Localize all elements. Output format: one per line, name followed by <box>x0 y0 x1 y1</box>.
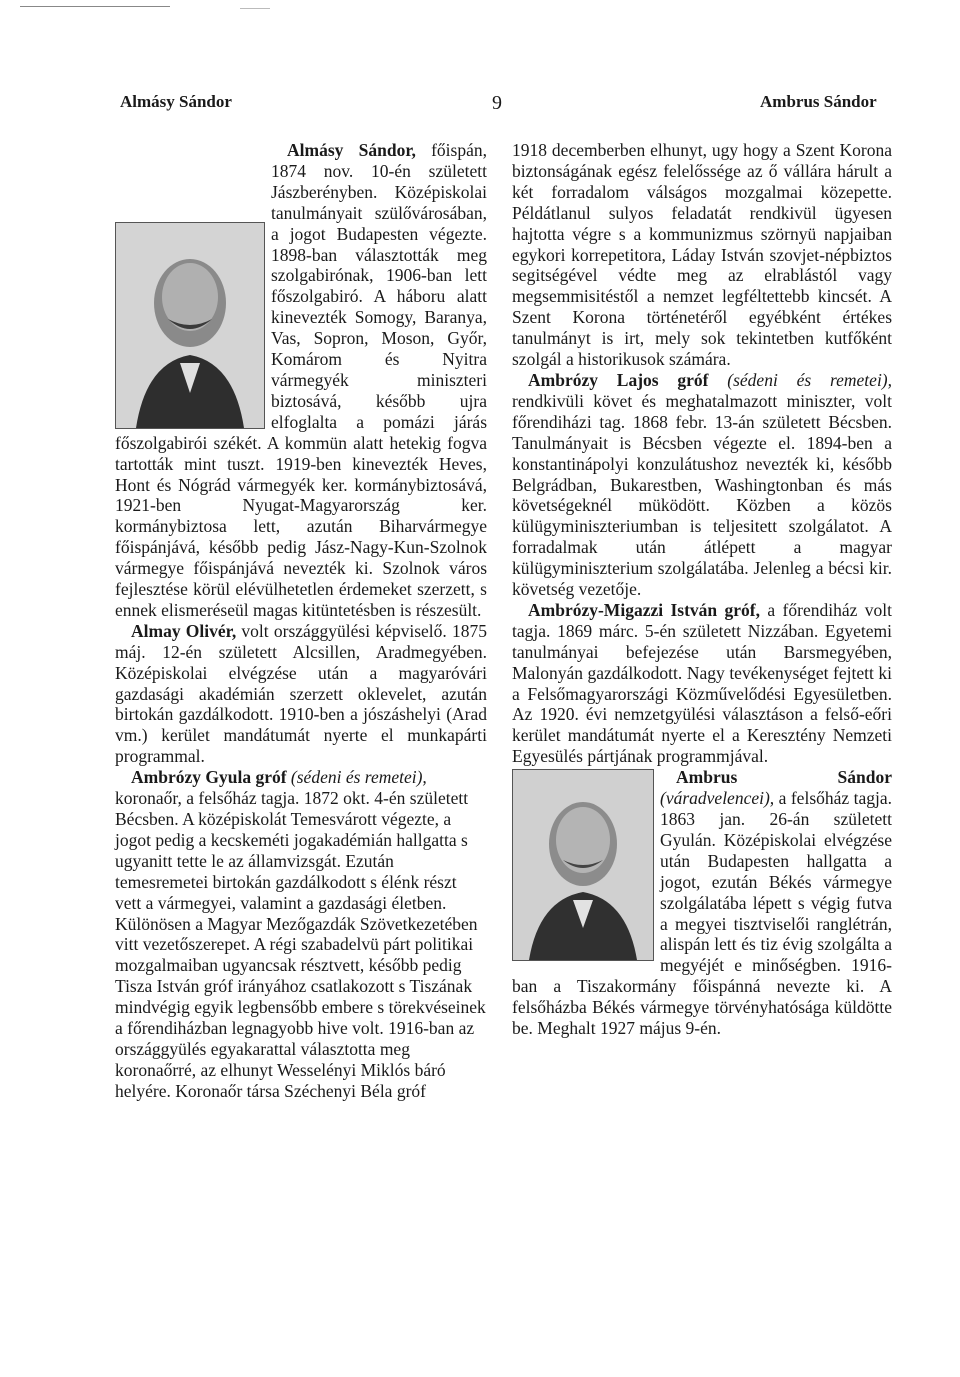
running-head-left: Almásy Sándor <box>120 92 232 111</box>
entry-epithet: (váradvelencei), <box>660 788 775 809</box>
entry-epithet: (sédeni és remetei), <box>286 767 427 788</box>
right-column <box>512 140 892 1039</box>
entry-text: volt országgyülési képviselő. 1875 máj. 12-én született Alcsillen, Aradmegyében. Középiskolai elvégzése után a magyaróvári gazdasági akadémián szerzett oklevelet, azután birtokán gazdálkodott. 1910-ben a jószáshelyi (Arad vm.) kerület mandátumát nyerte el munkapárti programmal. <box>115 620 487 767</box>
portrait-photo-icon <box>115 222 265 429</box>
entry-text: a felsőház tagja. 1863 jan. 26-án született Gyulán. Középiskolai elvégzése után Budapesten hallgatta a jogot, ezután Békés vármegye szolgálatába lépett s végig futva a megyei tisztviselői ranglétrán, alispán lett és tiz évig szolgálta a megyéjét e minőségben. 1916-ban a Tiszakormány főispánná nevezte ki. A felsőházba Békés vármegye törvényhatósága küldötte be. Meghalt 1927 május 9-én. <box>512 788 892 1039</box>
top-scan-line <box>20 6 170 7</box>
entry-continuation <box>512 140 892 370</box>
entry-ambrozy-gyula <box>115 767 487 1102</box>
entry-name: Ambrózy-Migazzi István gróf, <box>528 599 761 620</box>
entry-text: 1918 decemberben elhunyt, ugy hogy a Szent Korona biztonságának egész felelőssége az ő vállára hárult a két forradalom válságos mozgalmai közepette. Példátlanul sulyos feladatát rendkivül ügyesen hajtotta végre s a kommunizmus szörnyü napjaiban egykori korrepetitora, Láday István szovjet-népbiztos segitségével védte meg az elrablástól vagy megsemmisitéstől a nemzet legféltettebb kincsét. A Szent Korona történetéről egyébként értékes tanulmányt is irt, mely sok tekintetben kutfőként szolgál a historikusok számára. <box>512 140 892 370</box>
portrait-photo-icon <box>512 769 654 961</box>
top-scan-mark <box>240 8 270 9</box>
entry-epithet: (sédeni és remetei), <box>708 369 893 390</box>
entry-name: Ambrus Sándor <box>676 767 892 788</box>
entry-text: főispán, 1874 nov. 10-én született Jászberényben. Középiskolai tanulmányait szülővárosában, a jogot Budapesten végezte. 1898-ban választották meg szolgabirónak, 1906-ban lett főszolgabiró. A háboru alatt kinevezték Somogy, Baranya, Vas, Sopron, Moson, Győr, Komárom és Nyitra vármegyék miniszteri biztosává, később ujra elfoglalta a pomázi járás főszolgabirói székét. A kommün alatt hetekig fogva tartották mint tuszt. 1919-ben kinevezték Heves, Hont és Nógrád vármegyék ker. kormánybiztosává, 1921-ben Nyugat-Magyarország ker. kormánybiztosa lett, azután Biharvármegye főispánjává, később pedig Jász-Nagy-Kun-Szolnok vármegye főispánjává nevezték ki. Szolnok város fejlesztése körül elévülhetetlen érdemeket szerzett, s ennek elismeréseül magas kitüntetésben is részesült. <box>115 140 487 620</box>
entry-name: Almay Olivér, <box>131 620 237 641</box>
running-head-right: Ambrus Sándor <box>760 92 877 111</box>
entry-almay-oliver <box>115 621 487 767</box>
left-column <box>115 140 487 1102</box>
entry-ambrozy-migazzi <box>512 600 892 767</box>
entry-text: koronaőr, a felsőház tagja. 1872 okt. 4-én született Bécsben. A középiskolát Temesvárott végezte, a jogot pedig a kecskeméti jogakadémián hallgatta s ugyanitt tette le az államvizsgát. Ezután temesremetei birtokán gazdálkodott s élénk részt vett a vármegyei, valamint a gazdasági életben. Különösen a Magyar Mezőgazdák Szövetkezetében vitt vezetőszerepet. A régi szabadelvü párt politikai mozgalmaiban ugyancsak résztvett, később pedig Tisza István gróf irányához csatlakozott s Tiszának mindvégig egyik legbensőbb embere s törekvéseinek a főrendiházban legnagyobb hive volt. 1916-ban az országgyülés egyakarattal választotta meg koronaőrré, az elhunyt Wesselényi Miklós báró helyére. Koronaőr társa Széchenyi Béla gróf <box>115 788 486 1101</box>
entry-name: Ambrózy Gyula gróf <box>131 767 287 788</box>
entry-text: rendkivüli követ és meghatalmazott miniszter, volt főrendiházi tag. 1868 febr. 13-án született Bécsben. Tanulmányait is Bécsben végezte el. 1894-ben a konstantinápolyi konzulátushoz nevezték ki, később Belgrádban, Bukarestben, Washingtonban és más követségeknél müködött. Közben a közös külügyminiszteriumban is teljesitett szolgálatot. A forradalmak után átlépett a magyar külügyminiszterium szolgálatába. Jelenleg a bécsi kir. követség vezetője. <box>512 390 892 600</box>
page-header <box>0 92 960 118</box>
entry-ambrus-sandor <box>512 767 892 1039</box>
entry-name: Almásy Sándor, <box>287 140 416 160</box>
page-number: 9 <box>492 92 502 114</box>
entry-name: Ambrózy Lajos gróf <box>528 369 709 390</box>
entry-text: a főrendiház volt tagja. 1869 márc. 5-én született Nizzában. Egyetemi tanulmányai befejezése után Barsmegyében, Malonyán gazdálkodott. Nagy tevékenységet fejtett ki a Felsőmagyarországi Közművelődési Egyesületben. Az 1920. évi nemzetgyülési választáson a felső-eőri kerület mandátumát nyerte el a Keresztény Nemzeti Egyesülés pártjának programmjával. <box>512 599 892 767</box>
entry-ambrozy-lajos <box>512 370 892 600</box>
